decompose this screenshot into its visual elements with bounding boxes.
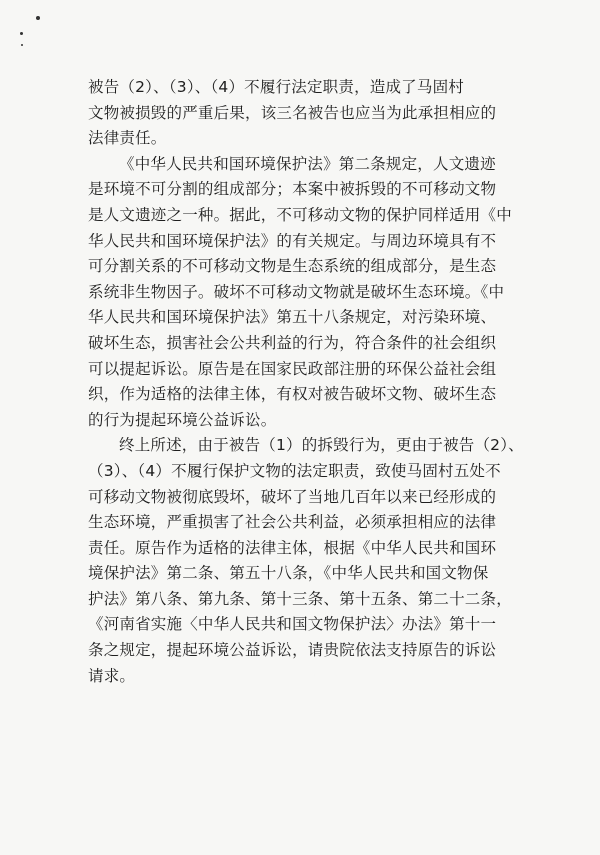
- scan-speck: [20, 32, 23, 35]
- text-line: 破坏生态，损害社会公共利益的行为，符合条件的社会组织: [88, 333, 497, 352]
- paragraph: [88, 75, 528, 152]
- text-line: 华人民共和国环境保护法》的有关规定。与周边环境具有不: [88, 231, 497, 250]
- text-line: 条之规定，提起环境公益诉讼，请贵院依法支持原告的诉讼: [88, 641, 497, 660]
- text-line: 是环境不可分割的组成部分；本案中被拆毁的不可移动文物: [88, 180, 497, 199]
- text-line: 文物被损毁的严重后果，该三名被告也应当为此承担相应的: [88, 103, 497, 122]
- paragraph: [88, 433, 528, 689]
- text-line: 《河南省实施〈中华人民共和国文物保护法〉办法》第十一: [88, 615, 497, 634]
- text-line: 终上所述，由于被告（1）的拆毁行为，更由于被告（2）、: [119, 436, 524, 455]
- text-line: 法律责任。: [88, 129, 167, 148]
- text-line: 可分割关系的不可移动文物是生态系统的组成部分，是生态: [88, 257, 497, 276]
- text-line: 系统非生物因子。破坏不可移动文物就是破坏生态环境。《中: [88, 282, 505, 301]
- text-line: 被告（2）、（3）、（4）不履行法定职责，造成了马固村: [88, 78, 464, 96]
- text-line: 可以提起诉讼。原告是在国家民政部注册的环保公益社会组: [88, 359, 497, 378]
- text-line: 是人文遗迹之一种。据此，不可移动文物的保护同样适用《中: [88, 205, 512, 224]
- text-line: 生态环境，严重损害了社会公共利益，必须承担相应的法律: [88, 513, 497, 532]
- text-line: （3）、（4）不履行保护文物的法定职责，致使马固村五处不: [88, 461, 501, 480]
- text-line: 织，作为适格的法律主体，有权对被告破坏文物、破坏生态: [88, 385, 497, 404]
- text-line: 的行为提起环境公益诉讼。: [88, 410, 277, 429]
- text-line: 华人民共和国环境保护法》第五十八条规定，对污染环境、: [88, 308, 497, 327]
- document-body: [88, 75, 528, 689]
- scan-speck: [21, 44, 23, 46]
- paragraph: [88, 152, 528, 434]
- text-line: 可移动文物被彻底毁坏，破坏了当地几百年以来已经形成的: [88, 487, 497, 506]
- scan-speck: [36, 16, 40, 20]
- text-line: 请求。: [88, 666, 136, 685]
- text-line: 境保护法》第二条、第五十八条，《中华人民共和国文物保: [88, 564, 489, 583]
- text-line: 《中华人民共和国环境保护法》第二条规定，人文遗迹: [119, 154, 496, 173]
- text-line: 责任。原告作为适格的法律主体，根据《中华人民共和国环: [88, 538, 497, 557]
- text-line: 护法》第八条、第九条、第十三条、第十五条、第二十二条，: [88, 589, 512, 608]
